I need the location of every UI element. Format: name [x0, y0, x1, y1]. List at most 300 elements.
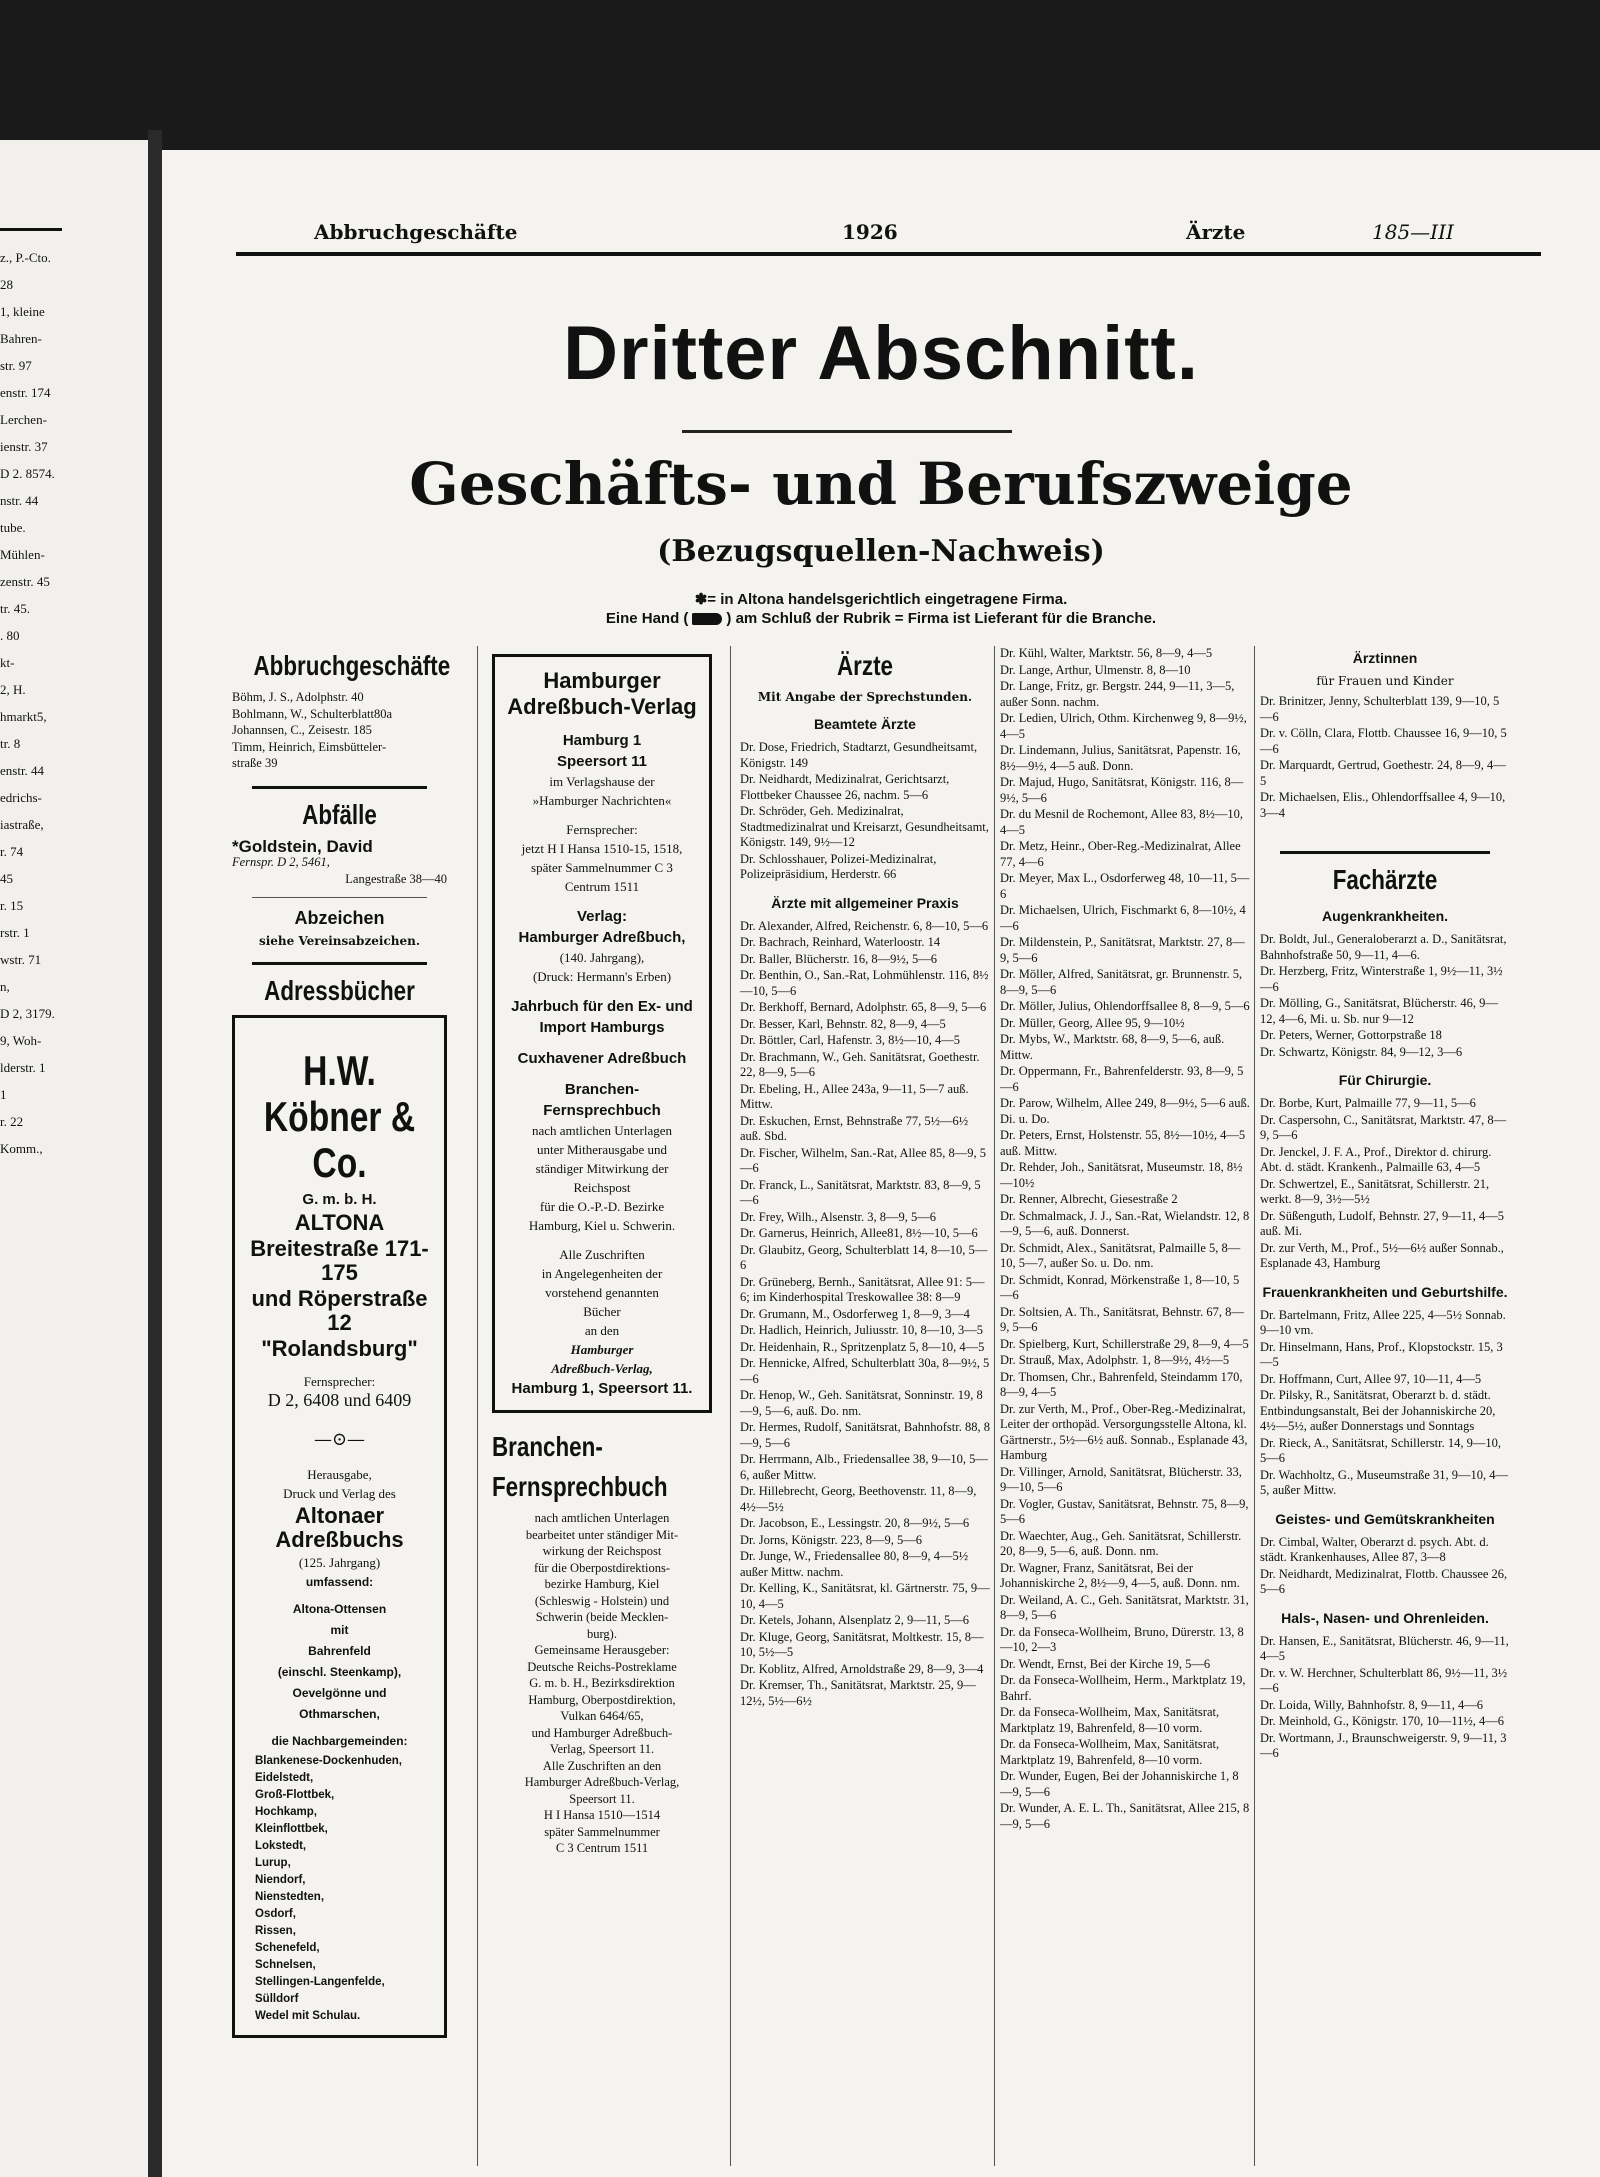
chirurgie-list [1260, 1096, 1510, 1272]
column-rule [730, 646, 731, 2166]
section-subsubtitle: (Bezugsquellen-Nachweis) [657, 534, 1105, 569]
advert-line: Hamburger [570, 1342, 634, 1357]
book-gutter [148, 130, 162, 2177]
doctor-entry: Dr. da Fonseca-Wollheim, Bruno, Dürerstr. 13, 8—10, 2—3 [1000, 1624, 1244, 1654]
left-page-line: zenstr. 45 [0, 574, 50, 589]
doctor-entry: Dr. Majud, Hugo, Sanitätsrat, Königstr. 116, 8—9½, 5—6 [1000, 775, 1244, 805]
doctor-entry: Dr. Grüneberg, Bernh., Sanitätsrat, Allee 91: 5—6; im Kinderhospital Treskowallee 38: 8—9 [740, 1274, 985, 1304]
doctor-entry: Dr. Thomsen, Chr., Bahrenfeld, Steindamm 170, 8—9, 4—5 [1000, 1369, 1243, 1399]
heading-chirurgie: Für Chirurgie. [1338, 1072, 1432, 1088]
branchen-text [492, 1511, 712, 1857]
separator [252, 962, 427, 965]
doctor-entry: Dr. Hinselmann, Hans, Prof., Klopstockstr. 15, 3—5 [1260, 1339, 1503, 1369]
doctor-entry: Dr. Grumann, M., Osdorferweg 1, 8—9, 3—4 [740, 1306, 970, 1321]
koebner-l9: (einschl. Steenkamp), [277, 1665, 402, 1679]
heading-aerzte: Ärzte [836, 650, 893, 681]
koebner-city: ALTONA [294, 1210, 385, 1235]
advert-line: später Sammelnummer C 3 [531, 860, 673, 875]
doctor-entry: Dr. Möller, Julius, Ohlendorffsallee 8, 8—9, 5—6 [1000, 999, 1250, 1013]
left-page-line: wstr. 71 [0, 952, 42, 967]
doctor-entry: Dr. Wagner, Franz, Sanitätsrat, Bei der Johanniskirche 2, 8½—9, 4—5, auß. Donn. nm. [1000, 1560, 1240, 1590]
advert-line: (140. Jahrgang), [559, 950, 645, 965]
advert-line: »Hamburger Nachrichten« [532, 793, 672, 808]
doctor-entry: Dr. Hansen, E., Sanitätsrat, Blücherstr. 46, 9—11, 4—5 [1260, 1633, 1509, 1663]
advert-line: (Druck: Hermann's Erben) [532, 969, 672, 984]
advert-line: Alle Zuschriften [559, 1247, 645, 1262]
left-page-line: 2, H. [0, 682, 26, 697]
doctor-entry: Dr. Strauß, Max, Adolphstr. 1, 8—9½, 4½—5 [1000, 1353, 1230, 1367]
doctor-entry: Dr. Herzberg, Fritz, Winterstraße 1, 9½—11, 3½—6 [1260, 964, 1503, 994]
geist-list [1260, 1535, 1510, 1598]
heading-abfaelle: Abfälle [302, 798, 377, 830]
abbruch-entry: Johannsen, C., Zeisestr. 185 [232, 723, 372, 737]
advert-line: Cuxhavener Adreßbuch [517, 1050, 687, 1067]
doctor-entry: Dr. Böttler, Carl, Hafenstr. 3, 8½—10, 4—5 [740, 1033, 960, 1047]
abbruch-entry: Bohlmann, W., Schulterblatt80a [232, 706, 393, 721]
branchen-line: (Schleswig - Holstein) und [534, 1593, 670, 1608]
koebner-l6: Altona-Ottensen [292, 1602, 387, 1616]
doctor-entry: Dr. Michaelsen, Elis., Ohlendorffsallee 4, 9—10, 3—4 [1260, 790, 1506, 820]
doctor-entry: Dr. Glaubitz, Georg, Schulterblatt 14, 8—10, 5—6 [740, 1242, 988, 1272]
allgemein-list [740, 919, 990, 1710]
beamtete-list [740, 740, 990, 883]
place-name: Schenefeld, [255, 1942, 320, 1954]
abbruch-entry: Böhm, J. S., Adolphstr. 40 [232, 690, 364, 704]
doctor-entry: Dr. Schmalmack, J. J., San.-Rat, Wielandstr. 12, 8—9, 5—6, auß. Donnerst. [1000, 1208, 1250, 1238]
doctor-entry: Dr. Müller, Georg, Allee 95, 9—10½ [1000, 1015, 1185, 1030]
advert-line: vorstehend genannten [545, 1285, 659, 1300]
branchen-line: bearbeitet unter ständiger Mit- [525, 1527, 679, 1542]
advert-line: unter Mitherausgabe und [537, 1142, 667, 1157]
doctor-entry: Dr. Fischer, Wilhelm, San.-Rat, Allee 85, 8—9, 5—6 [740, 1145, 986, 1175]
doctor-entry: Dr. Schröder, Geh. Medizinalrat, Stadtmedizinalrat und Kreisarzt, Gesundheitsamt, Königstr. 149, 9½—12 [740, 804, 989, 849]
left-page-line: tr. 8 [0, 736, 21, 751]
legend-note-2-b: ) am Schluß der Rubrik = Firma ist Lieferant für die Branche. [726, 610, 1157, 627]
doctor-entry: Dr. Peters, Werner, Gottorpstraße 18 [1260, 1028, 1442, 1042]
separator [252, 897, 427, 898]
doctor-entry: Dr. Schmidt, Konrad, Mörkenstraße 1, 8—10, 5—6 [1000, 1272, 1240, 1302]
koebner-name: H.W. Köbner & Co. [263, 1047, 416, 1186]
branchen-line: und Hamburger Adreßbuch- [531, 1725, 673, 1740]
doctor-entry: Dr. Schwertzel, E., Sanitätsrat, Schillerstr. 21, werkt. 8—9, 3½—5½ [1260, 1176, 1490, 1206]
koebner-gmbh: G. m. b. H. [302, 1191, 377, 1208]
doctor-entry: Dr. Neidhardt, Medizinalrat, Gerichtsarzt, Flottbeker Chaussee 26, nachm. 5—6 [740, 772, 950, 802]
doctor-entry: Dr. Lindemann, Julius, Sanitätsrat, Papenstr. 16, 8½—9½, 4—5 auß. Donn. [1000, 743, 1241, 773]
doctor-entry: Dr. Wendt, Ernst, Bei der Kirche 19, 5—6 [1000, 1656, 1211, 1671]
left-page-line: edrichs- [0, 790, 42, 805]
doctor-entry: Dr. v. W. Herchner, Schulterblatt 86, 9½—11, 3½—6 [1260, 1665, 1508, 1695]
doctor-entry: Dr. Renner, Albrecht, Giesestraße 2 [1000, 1192, 1178, 1206]
abfaelle-address: Langestraße 38—40 [345, 871, 447, 886]
doctor-entry: Dr. Peters, Ernst, Holstenstr. 55, 8½—10½, 4—5 auß. Mittw. [1000, 1128, 1246, 1158]
doctor-entry: Dr. Herrmann, Alb., Friedensallee 38, 9—10, 5—6, außer Mittw. [740, 1452, 988, 1482]
advert-line: im Verlagshause der [549, 774, 655, 789]
left-page-line: D 2. 8574. [0, 466, 55, 481]
column-rule [1254, 646, 1255, 2166]
abbruch-list [232, 690, 447, 772]
advert-line: Fernsprechbuch [543, 1102, 661, 1119]
left-page-line: ienstr. 37 [0, 439, 48, 454]
advert-line: Jahrbuch für den Ex- und [511, 998, 693, 1015]
title-rule [682, 430, 1012, 433]
branchen-line: H I Hansa 1510—1514 [543, 1808, 661, 1822]
doctor-entry: Dr. da Fonseca-Wollheim, Max, Sanitätsrat, Marktplatz 19, Bahrenfeld, 8—10 vorm. [1000, 1705, 1220, 1735]
branchen-line: Vulkan 6464/65, [560, 1709, 644, 1723]
koebner-l5: umfassend: [305, 1575, 374, 1589]
advert-line: Hamburg 1, Speersort 11. [511, 1380, 693, 1397]
branchen-line: Gemeinsame Herausgeber: [534, 1643, 670, 1657]
doctor-entry: Dr. Junge, W., Friedensallee 80, 8—9, 4—5½ außer Mittw. nachm. [740, 1549, 969, 1579]
doctor-entry: Dr. Wunder, A. E. L. Th., Sanitätsrat, Allee 215, 8—9, 5—6 [1000, 1801, 1250, 1831]
doctor-entry: Dr. Koblitz, Alfred, Arnoldstraße 29, 8—9, 3—4 [740, 1661, 984, 1676]
left-page-line: n, [0, 979, 10, 994]
place-name: Lokstedt, [255, 1840, 307, 1852]
doctor-entry: Dr. Lange, Arthur, Ulmenstr. 8, 8—10 [1000, 662, 1191, 677]
heading-frauen: Frauenkrankheiten und Geburtshilfe. [1262, 1283, 1508, 1300]
column-rule [994, 646, 995, 2166]
advert-line: Fernsprecher: [566, 822, 638, 837]
koebner-l3: Altonaer Adreßbuchs [275, 1503, 404, 1552]
doctor-entry: Dr. Hoffmann, Curt, Allee 97, 10—11, 4—5 [1260, 1371, 1482, 1386]
legend-note-1: ✽= in Altona handelsgerichtlich eingetragene Firma. [694, 591, 1068, 608]
doctor-entry: Dr. Süßenguth, Ludolf, Behnstr. 27, 9—11, 4—5 auß. Mi. [1260, 1208, 1504, 1238]
doctor-entry: Dr. Rehder, Joh., Sanitätsrat, Museumstr. 18, 8½—10½ [1000, 1160, 1243, 1190]
doctor-entry: Dr. Weiland, A. C., Geh. Sanitätsrat, Marktstr. 31, 8—9, 5—6 [1000, 1592, 1249, 1622]
doctor-entry: Dr. Hillebrecht, Georg, Beethovenstr. 11, 8—9, 4½—5½ [740, 1484, 977, 1514]
page-number: 185—III [1372, 220, 1454, 244]
directory-page [162, 150, 1600, 2177]
advert-line: Branchen- [564, 1081, 640, 1098]
advert-line: nach amtlichen Unterlagen [531, 1123, 673, 1138]
hals-list [1260, 1634, 1510, 1762]
frauen-list [1260, 1308, 1510, 1499]
advert-line: in Angelegenheiten der [541, 1266, 663, 1281]
left-page-line: z., P.-Cto. [0, 250, 51, 265]
heading-branchen-2: Fernsprechbuch [492, 1471, 668, 1502]
place-name: Nienstedten, [255, 1891, 325, 1903]
koebner-l7: mit [330, 1623, 349, 1637]
doctor-entry: Dr. Ketels, Johann, Alsenplatz 2, 9—11, 5—6 [740, 1613, 970, 1627]
koebner-places [243, 1753, 436, 2024]
left-page-line: 1 [0, 1087, 7, 1102]
left-page-line: iastraße, [0, 817, 44, 832]
doctor-entry: Dr. Caspersohn, C., Sanitätsrat, Marktstr. 47, 8—9, 5—6 [1260, 1112, 1507, 1142]
heading-aerztinnen: Ärztinnen [1352, 650, 1418, 666]
header-rule [236, 252, 1541, 256]
branchen-line: Speersort 11. [569, 1791, 635, 1806]
doctor-entry: Dr. Loida, Willy, Bahnhofstr. 8, 9—11, 4—6 [1260, 1697, 1483, 1712]
advert-line: Speersort 11 [556, 753, 648, 770]
doctor-entry: Dr. Meinhold, G., Königstr. 170, 10—11½, 4—6 [1260, 1714, 1504, 1728]
branchen-line: später Sammelnummer [544, 1824, 660, 1839]
doctor-entry: Dr. Mildenstein, P., Sanitätsrat, Marktstr. 27, 8—9, 5—6 [1000, 935, 1245, 965]
left-page-rule [0, 228, 62, 231]
branchen-line: burg). [587, 1626, 617, 1641]
doctor-entry: Dr. du Mesnil de Rochemont, Allee 83, 8½—10, 4—5 [1000, 807, 1244, 837]
branchen-line: Schwerin (beide Mecklen- [535, 1610, 669, 1624]
koebner-addr2: und Röperstraße 12 [251, 1286, 428, 1335]
doctor-entry: Dr. Bachrach, Reinhard, Waterloostr. 14 [740, 935, 941, 949]
doctor-entry: Dr. Lange, Fritz, gr. Bergstr. 244, 9—11, 3—5, außer Sonn. nachm. [1000, 679, 1235, 709]
abfaelle-phone: Fernspr. D 2, 5461, [232, 855, 330, 869]
advert-line: Adreßbuch-Verlag [507, 694, 697, 719]
advert-line: Verlag: [576, 908, 628, 925]
left-page-line: D 2, 3179. [0, 1006, 55, 1021]
doctor-entry: Dr. Rieck, A., Sanitätsrat, Schillerstr. 14, 9—10, 5—6 [1260, 1435, 1501, 1465]
doctor-entry: Dr. Schmidt, Alex., Sanitätsrat, Palmaille 5, 8—10, 5—7, außer So. u. Do. nm. [1000, 1240, 1241, 1270]
doctor-entry: Dr. da Fonseca-Wollheim, Max, Sanitätsrat, Marktplatz 19, Bahrenfeld, 8—10 vorm. [1000, 1737, 1220, 1767]
heading-beamtete: Beamtete Ärzte [814, 716, 916, 732]
abzeichen-ref: siehe Vereinsabzeichen. [258, 934, 421, 948]
doctor-entry: Dr. Marquardt, Gertrud, Goethestr. 24, 8—9, 4—5 [1260, 758, 1506, 788]
left-page-line: r. 22 [0, 1114, 24, 1129]
branchen-line: C 3 Centrum 1511 [555, 1841, 649, 1855]
left-page-line: nstr. 44 [0, 493, 39, 508]
left-page-line: r. 74 [0, 844, 24, 859]
doctor-entry: Dr. Soltsien, A. Th., Sanitätsrat, Behnstr. 67, 8—9, 5—6 [1000, 1304, 1244, 1334]
branchen-line: Alle Zuschriften an den [542, 1758, 662, 1773]
abfaelle-firm: *Goldstein, David [232, 836, 373, 856]
advert-line: Hamburger Adreßbuch, [518, 929, 686, 946]
heading-hals: Hals-, Nasen- und Ohrenleiden. [1281, 1609, 1489, 1626]
separator [252, 786, 427, 789]
koebner-l10: Oevelgönne und [292, 1686, 387, 1700]
doctor-entry: Dr. Bartelmann, Fritz, Allee 225, 4—5½ Sonnab. 9—10 vm. [1260, 1307, 1506, 1337]
place-name: Kleinflottbek, [255, 1823, 328, 1835]
doctor-entry: Dr. Hennicke, Alfred, Schulterblatt 30a, 8—9½, 5—6 [740, 1356, 990, 1386]
doctor-entry: Dr. Baller, Blücherstr. 16, 8—9½, 5—6 [740, 951, 938, 966]
place-name: Schnelsen, [255, 1959, 316, 1971]
advert-line: ständiger Mitwirkung der [535, 1161, 669, 1176]
left-page-line: 9, Woh- [0, 1033, 42, 1048]
advert-line: Centrum 1511 [564, 879, 640, 894]
doctor-entry: Dr. Jenckel, J. F. A., Prof., Direktor d. chirurg. Abt. d. städt. Krankenh., Palmaille 63, 4—5 [1260, 1144, 1492, 1174]
doctor-entry: Dr. Besser, Karl, Behnstr. 82, 8—9, 4—5 [740, 1016, 946, 1031]
aerztinnen-list [1260, 694, 1510, 821]
augen-list [1260, 932, 1510, 1060]
koebner-l1: Herausgabe, [307, 1467, 372, 1482]
legend-note-2-a: Eine Hand ( [605, 610, 689, 627]
pointing-hand-icon [692, 613, 722, 625]
advert-line: Hamburger [543, 668, 661, 693]
doctor-entry: Dr. Hadlich, Heinrich, Juliusstr. 10, 8—10, 3—5 [740, 1323, 984, 1337]
doctor-entry: Dr. Garnerus, Heinrich, Allee81, 8½—10, 5—6 [740, 1226, 978, 1240]
doctor-entry: Dr. Schlosshauer, Polizei-Medizinalrat, Polizeipräsidium, Herderstr. 66 [740, 851, 937, 881]
doctor-entry: Dr. Jorns, Königstr. 223, 8—9, 5—6 [740, 1532, 922, 1547]
left-page-line: 28 [0, 277, 13, 292]
doctor-entry: Dr. Parow, Wilhelm, Allee 249, 8—9½, 5—6 auß. Di. u. Do. [1000, 1096, 1250, 1126]
koebner-l4: (125. Jahrgang) [298, 1555, 381, 1570]
section-title: Dritter Abschnitt. [563, 311, 1199, 396]
left-page-line: tube. [0, 520, 26, 535]
doctor-entry: Dr. Michaelsen, Ulrich, Fischmarkt 6, 8—10½, 4—6 [1000, 903, 1246, 933]
place-name: Stellingen-Langenfelde, [255, 1976, 385, 1988]
header-left: Abbruchgeschäfte [314, 220, 518, 244]
doctor-entry: Dr. Wachholtz, G., Museumstraße 31, 9—10, 4—5, außer Mittw. [1260, 1467, 1509, 1497]
header-year: 1926 [842, 220, 898, 244]
doctor-entry: Dr. Wunder, Eugen, Bei der Johanniskirche 1, 8—9, 5—6 [1000, 1769, 1239, 1799]
doctor-entry: Dr. Henop, W., Geh. Sanitätsrat, Sonninstr. 19, 8—9, 5—6, auß. Do. nm. [740, 1388, 983, 1418]
koebner-advert [232, 1015, 447, 2038]
koebner-l12: die Nachbargemeinden: [271, 1734, 408, 1748]
koebner-l2: Druck und Verlag des [283, 1486, 396, 1501]
advert-line: für die O.-P.-D. Bezirke [539, 1199, 665, 1214]
left-page-line: lderstr. 1 [0, 1060, 46, 1075]
doctor-entry: Dr. Meyer, Max L., Osdorferweg 48, 10—11, 5—6 [1000, 871, 1250, 901]
branchen-line: für die Oberpostdirektions- [533, 1560, 671, 1575]
section-subtitle: Geschäfts- und Berufszweige [409, 450, 1353, 518]
doctor-entry: Dr. Wortmann, J., Braunschweigerstr. 9, 9—11, 3—6 [1260, 1730, 1507, 1760]
doctor-entry: Dr. Villinger, Arnold, Sanitätsrat, Blücherstr. 33, 9—10, 5—6 [1000, 1464, 1242, 1494]
doctor-entry: Dr. Eskuchen, Ernst, Behnstraße 77, 5½—6½ auß. Sbd. [740, 1113, 969, 1143]
heading-geist: Geistes- und Gemütskrankheiten [1275, 1510, 1495, 1527]
place-name: Groß-Flottbek, [255, 1789, 335, 1801]
branchen-line: Deutsche Reichs-Postreklame [527, 1659, 677, 1674]
hamburg-adressbuch-advert [492, 654, 712, 1413]
column-rule [477, 646, 478, 2166]
doctor-entry: Dr. v. Cölln, Clara, Flottb. Chaussee 16, 9—10, 5—6 [1260, 726, 1507, 756]
left-page-line: Mühlen- [0, 547, 45, 562]
doctor-entry: Dr. Metz, Heinr., Ober-Reg.-Medizinalrat, Allee 77, 4—6 [1000, 839, 1241, 869]
advert-line: Reichspost [573, 1180, 631, 1195]
column-1 [232, 646, 451, 2038]
doctor-entry: Dr. Neidhardt, Medizinalrat, Flottb. Chaussee 26, 5—6 [1260, 1566, 1508, 1596]
doctor-entry: Dr. da Fonseca-Wollheim, Herm., Marktplatz 19, Bahrf. [1000, 1673, 1246, 1703]
column-4 [1000, 646, 1250, 1833]
doctor-entry: Dr. zur Verth, M., Prof., Ober-Reg.-Medizinalrat, Leiter der orthopäd. Versorgungsstelle Altona, kl. Gärtnerstr., 5½—6½ auß. Sonnab., Esplanade 43, Hamburg [1000, 1401, 1248, 1462]
abbruch-entry: Timm, Heinrich, Eimsbütteler- [232, 739, 387, 754]
left-page-line: tr. 45. [0, 601, 30, 616]
doctor-entry: Dr. Dose, Friedrich, Stadtarzt, Gesundheitsamt, Königstr. 149 [740, 740, 978, 770]
place-name: Wedel mit Schulau. [255, 2010, 361, 2022]
doctor-entry: Dr. zur Verth, M., Prof., 5½—6½ außer Sonnab., Esplanade 43, Hamburg [1260, 1240, 1504, 1270]
heading-abzeichen: Abzeichen [294, 908, 385, 928]
ornament: —⊙— [313, 1429, 366, 1450]
branchen-line: Verlag, Speersort 11. [549, 1742, 655, 1756]
column-2 [492, 646, 712, 1858]
aerzte-sub: Mit Angabe der Sprechstunden. [757, 690, 973, 704]
heading-augen: Augenkrankheiten. [1321, 908, 1449, 924]
doctor-entry: Dr. Hermes, Rudolf, Sanitätsrat, Bahnhofstr. 88, 8—9, 5—6 [740, 1420, 990, 1450]
heading-branchen-1: Branchen- [492, 1431, 603, 1462]
left-page-line: kt- [0, 655, 15, 670]
heading-adressbuecher: Adressbücher [264, 975, 415, 1006]
doctor-entry: Dr. Mybs, W., Marktstr. 68, 8—9, 5—6, auß. Mittw. [1000, 1032, 1225, 1062]
branchen-line: G. m. b. H., Bezirksdirektion [529, 1676, 675, 1690]
left-page-line: 1, kleine [0, 304, 45, 319]
place-name: Rissen, [255, 1925, 296, 1937]
branchen-line: Hamburg, Oberpostdirektion, [528, 1692, 676, 1707]
heading-allgemein: Ärzte mit allgemeiner Praxis [771, 894, 959, 911]
doctor-entry: Dr. Pilsky, R., Sanitätsrat, Oberarzt b. d. städt. Entbindungsanstalt, Bei der Johanniskirche 20, 4½—5½, außer Donnerstags und Sonntags [1260, 1388, 1496, 1433]
doctor-entry: Dr. Borbe, Kurt, Palmaille 77, 9—11, 5—6 [1260, 1096, 1476, 1110]
advert-line: Hamburg, Kiel u. Schwerin. [528, 1218, 676, 1233]
heading-fachaerzte: Fachärzte [1332, 864, 1438, 895]
left-page-line: str. 97 [0, 358, 32, 373]
branchen-line: wirkung der Reichspost [542, 1544, 662, 1558]
doctor-entry: Dr. Waechter, Aug., Geh. Sanitätsrat, Schillerstr. 20, 8—9, 5—6, auß. Donn. nm. [1000, 1528, 1242, 1558]
doctor-entry: Dr. Mölling, G., Sanitätsrat, Blücherstr. 46, 9—12, 4—6, Mi. u. Sb. nur 9—12 [1260, 996, 1498, 1026]
doctor-entry: Dr. Schwartz, Königstr. 84, 9—12, 3—6 [1260, 1044, 1463, 1059]
place-name: Osdorf, [255, 1908, 296, 1920]
legend-note-2 [162, 610, 1600, 627]
doctor-entry: Dr. Alexander, Alfred, Reichenstr. 6, 8—10, 5—6 [740, 918, 989, 933]
advert-line: Bücher [583, 1304, 621, 1319]
left-page-line: r. 15 [0, 898, 24, 913]
doctor-entry: Dr. Ebeling, H., Allee 243a, 9—11, 5—7 auß. Mittw. [740, 1081, 969, 1111]
doctor-entry: Dr. Jacobson, E., Lessingstr. 20, 8—9½, 5—6 [740, 1516, 970, 1530]
doctor-entry: Dr. Kühl, Walter, Marktstr. 56, 8—9, 4—5 [1000, 646, 1213, 660]
branchen-line: Hamburger Adreßbuch-Verlag, [524, 1775, 680, 1789]
left-page-line: rstr. 1 [0, 925, 30, 940]
left-page-line: Bahren- [0, 331, 42, 346]
doctor-entry: Dr. Cimbal, Walter, Oberarzt d. psych. Abt. d. städt. Krankenhauses, Allee 87, 3—8 [1260, 1534, 1489, 1564]
place-name: Niendorf, [255, 1874, 306, 1886]
doctor-entry: Dr. Möller, Alfred, Sanitätsrat, gr. Brunnenstr. 5, 8—9, 5—6 [1000, 967, 1243, 997]
doctor-entry: Dr. Brachmann, W., Geh. Sanitätsrat, Goethestr. 22, 8—9, 5—6 [740, 1049, 980, 1079]
advert-line: Import Hamburgs [539, 1019, 665, 1036]
doctor-entry: Dr. Frey, Wilh., Alsenstr. 3, 8—9, 5—6 [740, 1209, 937, 1224]
doctor-entry: Dr. Spielberg, Kurt, Schillerstraße 29, 8—9, 4—5 [1000, 1336, 1249, 1351]
doctor-entry: Dr. Benthin, O., San.-Rat, Lohmühlenstr. 116, 8½—10, 5—6 [740, 968, 989, 998]
place-name: Sülldorf [255, 1993, 299, 2005]
branchen-line: bezirke Hamburg, Kiel [544, 1577, 660, 1591]
doctor-entry: Dr. Kelling, K., Sanitätsrat, kl. Gärtnerstr. 75, 9—10, 4—5 [740, 1581, 990, 1611]
place-name: Eidelstedt, [255, 1772, 314, 1784]
doctor-entry: Dr. Brinitzer, Jenny, Schulterblatt 139, 9—10, 5—6 [1260, 694, 1500, 724]
aerzte-list-continued [1000, 646, 1250, 1832]
doctor-entry: Dr. Kremser, Th., Sanitätsrat, Marktstr. 25, 9—12½, 5½—6½ [740, 1678, 976, 1708]
advert-line: Adreßbuch-Verlag, [551, 1361, 653, 1376]
abbruch-entry: straße 39 [232, 756, 278, 770]
advert-line: jetzt H I Hansa 1510-15, 1518, [521, 841, 683, 856]
doctor-entry: Dr. Berkhoff, Bernard, Adolphstr. 65, 8—9, 5—6 [740, 1000, 987, 1014]
koebner-addr1: Breitestraße 171-175 [250, 1236, 429, 1285]
doctor-entry: Dr. Vogler, Gustav, Sanitätsrat, Behnstr. 75, 8—9, 5—6 [1000, 1496, 1249, 1526]
column-3 [740, 646, 990, 1710]
place-name: Hochkamp, [255, 1806, 317, 1818]
branchen-line: nach amtlichen Unterlagen [534, 1511, 670, 1525]
advert-line: Hamburg 1 [562, 732, 642, 749]
place-name: Blankenese-Dockenhuden, [255, 1755, 402, 1767]
koebner-phone-label: Fernsprecher: [303, 1374, 376, 1389]
doctor-entry: Dr. Franck, L., Sanitätsrat, Marktstr. 83, 8—9, 5—6 [740, 1177, 981, 1207]
koebner-addr3: "Rolandsburg" [261, 1336, 418, 1361]
koebner-l8: Bahrenfeld [308, 1644, 371, 1658]
doctor-entry: Dr. Heidenhain, R., Spritzenplatz 5, 8—10, 4—5 [740, 1339, 985, 1354]
left-page-line: hmarkt5, [0, 709, 47, 724]
left-page-line: enstr. 44 [0, 763, 45, 778]
doctor-entry: Dr. Oppermann, Fr., Bahrenfelderstr. 93, 8—9, 5—6 [1000, 1064, 1244, 1094]
doctor-entry: Dr. Boldt, Jul., Generaloberarzt a. D., Sanitätsrat, Bahnhofstraße 50, 9—11, 4—6. [1260, 932, 1507, 962]
separator [1280, 851, 1490, 854]
left-page-fragment [0, 140, 148, 2177]
running-header [162, 220, 1600, 246]
doctor-entry: Dr. Ledien, Ulrich, Othm. Kirchenweg 9, 8—9½, 4—5 [1000, 711, 1247, 741]
column-5 [1260, 646, 1510, 1763]
header-right: Ärzte [1186, 220, 1246, 244]
left-page-line: 45 [0, 871, 13, 886]
left-page-line: enstr. 174 [0, 385, 51, 400]
heading-abbruch: Abbruchgeschäfte [253, 650, 451, 681]
left-page-line: Lerchen- [0, 412, 47, 427]
koebner-phone: D 2, 6408 und 6409 [267, 1390, 412, 1410]
aerztinnen-sub: für Frauen und Kinder [1316, 674, 1454, 688]
place-name: Lurup, [255, 1857, 291, 1869]
koebner-l11: Othmarschen, [299, 1707, 380, 1721]
advert-line: an den [584, 1323, 620, 1338]
left-page-line: Komm., [0, 1141, 43, 1156]
